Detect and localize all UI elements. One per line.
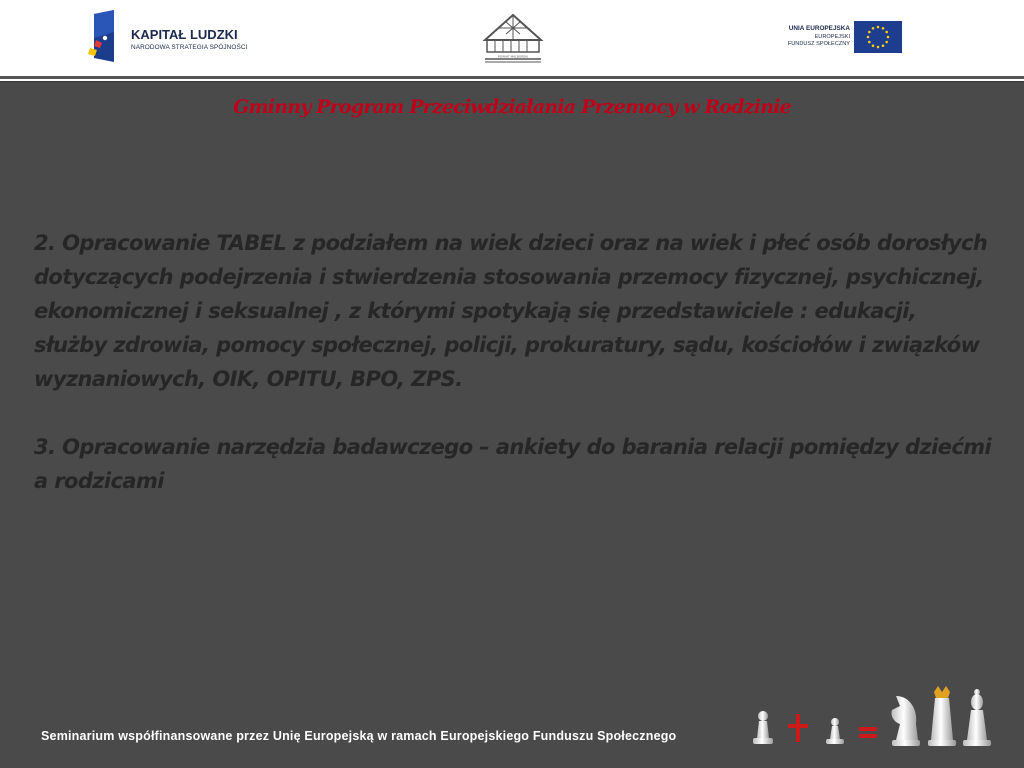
footer-text: Seminarium współfinansowane przez Unię Europejską w ramach Europejskiego Funduszu Społecznego [41, 729, 677, 743]
eu-flag-icon [854, 21, 902, 53]
kapital-ludzki-subtitle: NARODOWA STRATEGIA SPÓJNOŚCI [131, 44, 248, 51]
pawn-icon-2 [826, 718, 844, 744]
header-bar [0, 0, 1024, 76]
kapital-ludzki-logo [88, 10, 258, 66]
eu-line-1: UNIA EUROPEJSKA [788, 25, 850, 32]
bishop-icon [963, 689, 991, 746]
kapital-ludzki-emblem-icon [88, 10, 128, 66]
chess-equation-icon [748, 684, 998, 750]
slide-content [34, 226, 994, 498]
plus-sign-icon [788, 714, 808, 742]
powiat-logo-caption: POWIAT MALBORSKI [497, 54, 529, 59]
slide-title: Gminny Program Przeciwdziałania Przemocy w Rodzinie [233, 96, 791, 118]
paragraph-item-3: 3. Opracowanie narzędzia badawczego – ankiety do barania relacji pomiędzy dziećmi a rodzicami [34, 435, 992, 493]
equals-sign-icon [859, 727, 877, 738]
kapital-ludzki-title: KAPITAŁ LUDZKI [131, 27, 238, 42]
paragraph-item-2: 2. Opracowanie TABEL z podziałem na wiek dzieci oraz na wiek i płeć osób dorosłych dotyczących podejrzenia i stwierdzenia stosowania przemocy fizycznej, psychicznej, ekonomicznej i seksualnej , z którymi spotykają się przedstawiciele : edukacji, służby zdrowia, pomocy społecznej, policji, prokuratury, sądu, kościołów i związków wyznaniowych, OIK, OPITU, BPO, ZPS. [34, 231, 988, 391]
pawn-icon [753, 711, 773, 744]
king-icon [928, 686, 956, 746]
header-divider-thin [0, 81, 1024, 82]
powiat-logo [482, 12, 544, 64]
eu-line-2: EUROPEJSKI [814, 34, 850, 40]
eu-line-3: FUNDUSZ SPOŁECZNY [787, 41, 850, 47]
timber-house-icon [482, 12, 544, 64]
eu-logo [778, 18, 908, 56]
knight-icon [891, 696, 920, 746]
